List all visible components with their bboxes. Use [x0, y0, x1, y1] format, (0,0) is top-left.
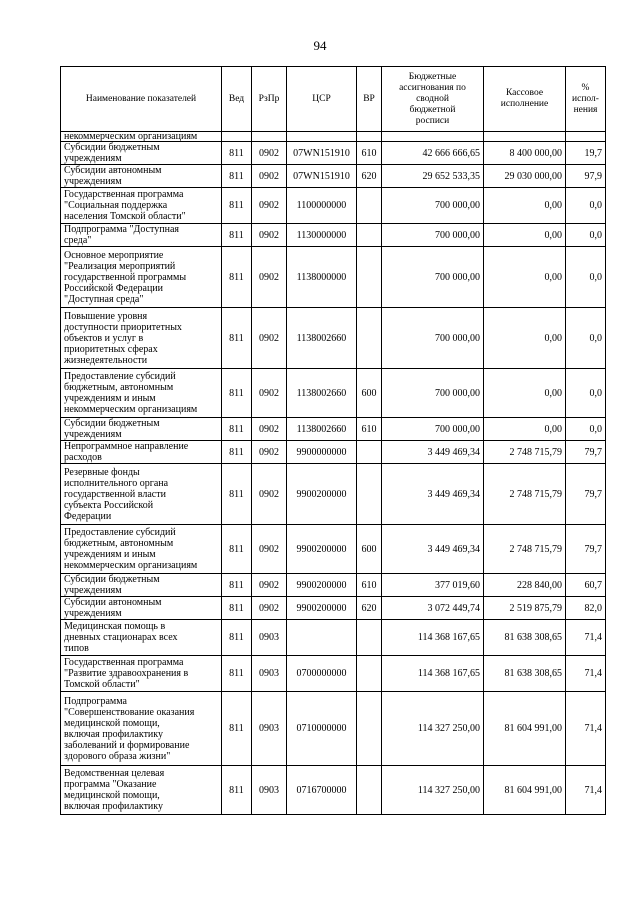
header-assign: Бюджетные ассигнования по сводной бюджетной росписи [382, 67, 484, 132]
cell-csr: 9900200000 [287, 525, 357, 574]
cell-cash: 2 519 875,79 [484, 597, 566, 620]
cell-csr: 0700000000 [287, 656, 357, 692]
cell-ved: 811 [222, 656, 252, 692]
continuation-row [61, 132, 606, 142]
cell-ved: 811 [222, 247, 252, 308]
cell-csr: 9900200000 [287, 597, 357, 620]
cell-name: Государственная программа "Социальная поддержка населения Томской области" [61, 188, 222, 224]
cell-pct: 79,7 [566, 525, 606, 574]
cell-cash: 2 748 715,79 [484, 464, 566, 525]
cell-ved: 811 [222, 574, 252, 597]
cell-assign: 3 072 449,74 [382, 597, 484, 620]
cell-assign: 377 019,60 [382, 574, 484, 597]
cell-rzpr: 0902 [252, 369, 287, 418]
cell-vr [357, 620, 382, 656]
cell-rzpr: 0902 [252, 247, 287, 308]
page-number: 94 [313, 38, 327, 53]
cell-cash: 81 638 308,65 [484, 656, 566, 692]
cell-pct: 71,4 [566, 692, 606, 766]
cell-assign: 3 449 469,34 [382, 441, 484, 464]
table-row [61, 574, 606, 597]
cell-csr: 9900200000 [287, 574, 357, 597]
table-row [61, 597, 606, 620]
cell-name: Подпрограмма "Совершенствование оказания медицинской помощи, включая профилактику заболеваний и формирование здорового образа жизни" [61, 692, 222, 766]
cell-rzpr: 0902 [252, 574, 287, 597]
cell-cash: 0,00 [484, 247, 566, 308]
cell-ved: 811 [222, 620, 252, 656]
cell-cash: 2 748 715,79 [484, 525, 566, 574]
cell-csr: 07WN151910 [287, 142, 357, 165]
cell-pct: 19,7 [566, 142, 606, 165]
cell-csr: 0716700000 [287, 766, 357, 815]
cell-csr: 9900000000 [287, 441, 357, 464]
table-row [61, 620, 606, 656]
cell-rzpr: 0903 [252, 766, 287, 815]
cell-cash: 2 748 715,79 [484, 441, 566, 464]
cell-csr: 0710000000 [287, 692, 357, 766]
cell-assign: 42 666 666,65 [382, 142, 484, 165]
cell-assign: 700 000,00 [382, 247, 484, 308]
cell-csr: 1138000000 [287, 247, 357, 308]
cell-ved: 811 [222, 224, 252, 247]
cell-cash: 0,00 [484, 369, 566, 418]
cell-csr [287, 620, 357, 656]
cell-pct: 71,4 [566, 620, 606, 656]
table-row [61, 224, 606, 247]
table-row [61, 369, 606, 418]
cell-assign: 700 000,00 [382, 418, 484, 441]
cell-csr: 07WN151910 [287, 165, 357, 188]
cell-name: Государственная программа "Развитие здравоохранения в Томской области" [61, 656, 222, 692]
cell-cash: 29 030 000,00 [484, 165, 566, 188]
cell-name: Предоставление субсидий бюджетным, автономным учреждениям и иным некоммерческим организациям [61, 525, 222, 574]
cell-name: Субсидии бюджетным учреждениям [61, 418, 222, 441]
table-row [61, 165, 606, 188]
cell-assign: 3 449 469,34 [382, 464, 484, 525]
cell-vr [357, 766, 382, 815]
cell-csr: 1130000000 [287, 224, 357, 247]
cell-pct: 0,0 [566, 247, 606, 308]
cell-vr: 610 [357, 418, 382, 441]
cell-ved: 811 [222, 525, 252, 574]
cell-name: Основное мероприятие "Реализация мероприятий государственной программы Российской Федерации "Доступная среда" [61, 247, 222, 308]
cell-pct: 79,7 [566, 464, 606, 525]
cell-vr [357, 656, 382, 692]
cell-ved: 811 [222, 142, 252, 165]
table-row [61, 656, 606, 692]
cell-vr: 600 [357, 525, 382, 574]
cell-name: Резервные фонды исполнительного органа государственной власти субъекта Российской Федерации [61, 464, 222, 525]
cell-vr: 610 [357, 142, 382, 165]
cell-vr [357, 308, 382, 369]
cell-assign: 114 327 250,00 [382, 692, 484, 766]
cell-cash: 0,00 [484, 308, 566, 369]
continuation-text: некоммерческим организациям [61, 132, 222, 142]
cell-rzpr: 0903 [252, 692, 287, 766]
cell-csr: 1138002660 [287, 369, 357, 418]
header-csr: ЦСР [287, 67, 357, 132]
table-row [61, 692, 606, 766]
cell-cash: 81 604 991,00 [484, 692, 566, 766]
cell-pct: 0,0 [566, 418, 606, 441]
cell-vr [357, 224, 382, 247]
cell-assign: 114 368 167,65 [382, 620, 484, 656]
cell-ved: 811 [222, 308, 252, 369]
cell-rzpr: 0902 [252, 224, 287, 247]
header-name: Наименование показателей [61, 67, 222, 132]
cell-rzpr: 0902 [252, 418, 287, 441]
cell-ved: 811 [222, 766, 252, 815]
cell-cash: 0,00 [484, 224, 566, 247]
table-row [61, 247, 606, 308]
cell-csr: 1100000000 [287, 188, 357, 224]
cell-csr: 1138002660 [287, 308, 357, 369]
cell-cash: 81 638 308,65 [484, 620, 566, 656]
budget-table [60, 66, 606, 815]
cell-pct: 0,0 [566, 308, 606, 369]
cell-rzpr: 0902 [252, 188, 287, 224]
cell-cash: 0,00 [484, 188, 566, 224]
cell-pct: 60,7 [566, 574, 606, 597]
cell-pct: 0,0 [566, 188, 606, 224]
cell-vr: 610 [357, 574, 382, 597]
table-row [61, 464, 606, 525]
cell-vr [357, 441, 382, 464]
cell-name: Субсидии автономным учреждениям [61, 597, 222, 620]
cell-rzpr: 0902 [252, 165, 287, 188]
cell-cash: 228 840,00 [484, 574, 566, 597]
cell-assign: 114 368 167,65 [382, 656, 484, 692]
cell-ved: 811 [222, 188, 252, 224]
cell-cash: 81 604 991,00 [484, 766, 566, 815]
cell-name: Медицинская помощь в дневных стационарах всех типов [61, 620, 222, 656]
cell-rzpr: 0903 [252, 620, 287, 656]
cell-pct: 0,0 [566, 224, 606, 247]
cell-csr: 9900200000 [287, 464, 357, 525]
cell-ved: 811 [222, 692, 252, 766]
cell-name: Субсидии бюджетным учреждениям [61, 574, 222, 597]
cell-csr: 1138002660 [287, 418, 357, 441]
cell-assign: 700 000,00 [382, 188, 484, 224]
cell-name: Предоставление субсидий бюджетным, автономным учреждениям и иным некоммерческим организациям [61, 369, 222, 418]
cell-name: Повышение уровня доступности приоритетных объектов и услуг в приоритетных сферах жизнедеятельности [61, 308, 222, 369]
cell-rzpr: 0903 [252, 656, 287, 692]
table-row [61, 188, 606, 224]
cell-ved: 811 [222, 464, 252, 525]
cell-pct: 71,4 [566, 656, 606, 692]
table-header-row [61, 67, 606, 132]
table-row [61, 525, 606, 574]
header-pct: % испол- нения [566, 67, 606, 132]
cell-rzpr: 0902 [252, 142, 287, 165]
cell-name: Субсидии бюджетным учреждениям [61, 142, 222, 165]
cell-pct: 71,4 [566, 766, 606, 815]
cell-ved: 811 [222, 597, 252, 620]
cell-vr: 620 [357, 165, 382, 188]
cell-name: Непрограммное направление расходов [61, 441, 222, 464]
cell-name: Субсидии автономным учреждениям [61, 165, 222, 188]
table-row [61, 441, 606, 464]
cell-assign: 700 000,00 [382, 224, 484, 247]
cell-pct: 0,0 [566, 369, 606, 418]
cell-ved: 811 [222, 165, 252, 188]
cell-rzpr: 0902 [252, 597, 287, 620]
header-ved: Вед [222, 67, 252, 132]
header-rzpr: РзПр [252, 67, 287, 132]
cell-pct: 82,0 [566, 597, 606, 620]
cell-pct: 79,7 [566, 441, 606, 464]
table-row [61, 418, 606, 441]
table-row [61, 308, 606, 369]
cell-assign: 700 000,00 [382, 369, 484, 418]
header-vr: ВР [357, 67, 382, 132]
cell-assign: 700 000,00 [382, 308, 484, 369]
cell-assign: 114 327 250,00 [382, 766, 484, 815]
cell-ved: 811 [222, 418, 252, 441]
cell-vr: 620 [357, 597, 382, 620]
cell-vr [357, 188, 382, 224]
cell-name: Ведомственная целевая программа "Оказание медицинской помощи, включая профилактику [61, 766, 222, 815]
cell-rzpr: 0902 [252, 441, 287, 464]
cell-rzpr: 0902 [252, 308, 287, 369]
cell-cash: 8 400 000,00 [484, 142, 566, 165]
cell-vr [357, 464, 382, 525]
cell-cash: 0,00 [484, 418, 566, 441]
cell-rzpr: 0902 [252, 464, 287, 525]
cell-assign: 29 652 533,35 [382, 165, 484, 188]
cell-rzpr: 0902 [252, 525, 287, 574]
table-row [61, 142, 606, 165]
cell-pct: 97,9 [566, 165, 606, 188]
cell-vr: 600 [357, 369, 382, 418]
cell-ved: 811 [222, 369, 252, 418]
header-cash: Кассовое исполнение [484, 67, 566, 132]
table-row [61, 766, 606, 815]
cell-ved: 811 [222, 441, 252, 464]
cell-assign: 3 449 469,34 [382, 525, 484, 574]
cell-vr [357, 247, 382, 308]
cell-vr [357, 692, 382, 766]
cell-name: Подпрограмма "Доступная среда" [61, 224, 222, 247]
